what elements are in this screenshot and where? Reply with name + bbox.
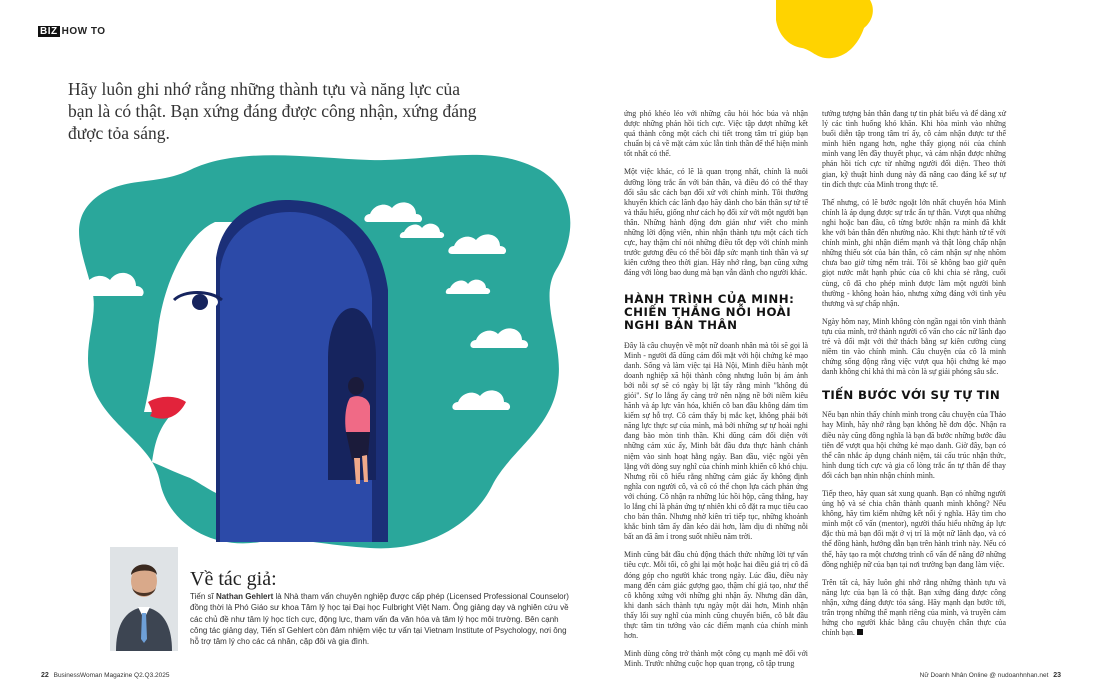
section-tag <box>38 26 106 37</box>
author-name: Nathan Gehlert <box>215 592 274 601</box>
article-column-2 <box>822 109 1006 646</box>
author-heading: Về tác giả: <box>190 568 277 590</box>
footer-magazine: BusinessWoman Magazine Q2.Q3.2025 <box>53 672 170 679</box>
paragraph: Thế nhưng, có lẽ bước ngoặt lớn nhất chuyển hóa Minh chính là áp dụng được sự trắc ẩn tự thân. Vượt qua những nghi hoặc ban đầu, cô từng bước nhận ra mình đã khắt khe với bản thân đến nhường nào. Khi thực hành tử tế với chính mình, ghi nhận điểm mạnh và thật lòng chấp nhận những thiếu sót của bản thân, cô cảm nhận sự nhẹ nhõm chưa bao giờ từng nếm trải. Tôi sẽ không bao giờ quên giọt nước mắt hạnh phúc của cô khi chia sẻ rằng, cuối cùng, cô đã cho phép mình được làm một người bình thường - không hoàn hảo, nhưng xứng đáng với tình yêu thương và sự chấp nhận. <box>822 197 1006 308</box>
author-photo <box>110 547 178 651</box>
paragraph: Minh dùng công trở thành một công cụ mạnh mẽ đối với Minh. Trước những cuộc họp quan trọng, cô tập trung <box>624 649 808 669</box>
section-heading-confidence: TIẾN BƯỚC VỚI SỰ TỰ TIN <box>822 388 1001 403</box>
author-bio: Tiến sĩ Nathan Gehlert là Nhà tham vấn chuyên nghiệp được cấp phép (Licensed Professional Counselor) đồng thời là Phó Giáo sư khoa Tâm lý học tại Đại học Fulbright Việt Nam. Ông giảng dạy và nghiên cứu về các chủ đề như tâm lý học tích cực, động lực, tham vấn đa văn hóa và tâm lý học môi trường. Bên cạnh công tác giảng dạy, Tiến sĩ Gehlert còn đảm nhiệm việc tư vấn tại Vietnam Institute of Psychology, nơi ông hỗ trợ tâm lý cho các cá nhân, cặp đôi và gia đình. <box>190 592 569 647</box>
eye-pupil <box>192 294 208 310</box>
footer-right <box>920 672 1064 679</box>
footer-website: Nữ Doanh Nhân Online @ nudoanhnhan.net <box>919 672 1049 679</box>
article-column-1 <box>624 109 808 677</box>
page-number-right: 23 <box>1053 672 1061 679</box>
paragraph: ứng phó khéo léo với những câu hỏi hóc búa và nhận được những phản hồi tích cực. Việc tập dượt những kết quả thành công một cách chi tiết trong tâm trí giúp bạn chuẩn bị cả về mặt cảm xúc lẫn tinh thần để thể hiện mình tốt nhất có thể. <box>624 109 808 159</box>
page-number-left: 22 <box>41 672 49 679</box>
paragraph: Trên tất cả, hãy luôn ghi nhớ rằng những thành tựu và năng lực của bạn là có thật. Bạn xứng đáng được công nhận, xứng đáng được tỏa sáng. Hãy mạnh dạn bước tới, trân trọng những thế mạnh riêng của mình, và truyền cảm hứng cho người khác bằng câu chuyện chân thực của chính bạn. <box>822 577 1006 638</box>
footer-left <box>38 672 169 679</box>
yellow-blob-decoration <box>772 0 882 65</box>
paragraph: Nếu bạn nhìn thấy chính mình trong câu chuyện của Thảo hay Minh, hãy nhớ rằng bạn không hề đơn độc. Nhận ra điều này cũng đồng nghĩa là bạn đã bước những bước đầu tiên để vượt qua hội chứng kẻ mạo danh. Giờ đây, bạn có thể cân nhắc áp dụng chánh niệm, tái cấu trúc nhận thức, hình dung tích cực và gia cố lòng trắc ẩn tự thân để thay đổi cách bạn nhìn nhận chính mình. <box>822 410 1006 480</box>
paragraph: Đây là câu chuyện về một nữ doanh nhân mà tôi sẽ gọi là Minh - người đã dũng cảm đối mặt với hội chứng kẻ mạo danh. Sống và làm việc tại Hà Nội, Minh điều hành một doanh nghiệp xã hội thành công nhưng luôn bị ám ảnh bởi nỗi sợ sẽ có ngày bị lật tẩy rằng mình "không đủ giỏi". Sự lo lắng ấy càng trở nên nặng nề bởi niềm kiêu hãnh và áp lực văn hóa, khiến cô ban đầu không dám tìm kiếm sự hỗ trợ. Cô cảm thấy bị mắc kẹt, không phải bởi năng lực thực sự của mình, mà bởi những sự tự hoài nghi đang bào mòn tinh thần. Khi dũng cảm đối diện với những cảm xúc ấy, Minh bắt đầu đưa thực hành chánh niệm vào sinh hoạt hằng ngày. Ban đầu, việc ngồi yên lặng với dòng suy nghĩ của chính mình khiến cô khó chịu. Nhưng rồi cô hiểu rằng những cảm giác ấy không định nghĩa con người cô, và cô có thể chọn lựa cách phản ứng với chúng. Cô nhận ra những lúc hồi hộp, căng thẳng, hay lo lắng chỉ là phản ứng tự nhiên khi cô đặt ra mục tiêu cao cho bản thân. Nhưng nhờ kiên trì tiếp tục, những khoảnh khắc bình tâm ấy dần kéo dài hơn, làm dịu đi những nỗi bất an đã âm ỉ trong suốt nhiều năm trời. <box>624 340 808 542</box>
paragraph: Minh cũng bắt đầu chủ động thách thức những lời tự vấn tiêu cực. Mỗi tối, cô ghi lại một hoặc hai điều giá trị cô đã đóng góp cho người khác trong ngày. Lúc đầu, điều này mang đến cảm giác gượng gạo, thậm chí giả tạo, như thể cô không xứng với những ghi nhận ấy. Nhưng dần dần, khi danh sách thành tựu ngày một dài hơn, Minh nhận thấy lối suy nghĩ của mình cũng chuyển biến, cô bắt đầu thực tâm tin tưởng vào các điểm mạnh của chính mình hơn. <box>624 550 808 641</box>
paragraph: Một việc khác, có lẽ là quan trọng nhất, chính là nuôi dưỡng lòng trắc ẩn với bản thân, và điều đó có thể thay đổi sâu sắc cách bạn đối xử với chính mình. Tôi thường khuyến khích các lãnh đạo hãy dành cho bản thân sự tử tế và thấu hiểu, giống như cách họ đối xử với một người bạn thân. Những hành động đơn giản như viết cho mình những lời động viên, nhìn nhận thành tựu một cách tích cực, hay thậm chí nói những điều tốt đẹp với chính mình trước gương đều có thể bồi đắp sức mạnh tinh thần và sự kiên cường theo thời gian. Hãy nhớ rằng, bạn cũng xứng đáng với lòng bao dung mà bạn vẫn dành cho người khác. <box>624 167 808 278</box>
paragraph: tưởng tượng bản thân đang tự tin phát biểu và để dàng xử lý các tình huống khó khăn. Khi hòa mình vào những buổi diễn tập trong tâm trí ấy, cô cảm nhận được tư thế mình hiên ngang hơn, nghe thấy giọng nói của chính mình vang lên đầy thuyết phục, và cảm nhận được những phản hồi tích cực từ những người đối diện. Theo thời gian, kỹ thuật hình dung này đã nâng cao đáng kể sự tự tin đích thực của Minh trong thực tế. <box>822 109 1006 189</box>
paragraph: Ngày hôm nay, Minh không còn ngần ngại tôn vinh thành tựu của mình, trở thành người cố vấn cho các nữ lãnh đạo trẻ và đối mặt với thử thách bằng sự kiên cường cùng niềm tin vào chính mình. Câu chuyện của cô là minh chứng sống động rằng việc vượt qua hội chứng kẻ mạo danh không chỉ khả thi mà còn là sự giải phóng sâu sắc. <box>822 316 1006 377</box>
end-mark-icon <box>857 629 863 635</box>
pull-quote: Hãy luôn ghi nhớ rằng những thành tựu và năng lực của bạn là có thật. Bạn xứng đáng được công nhận, xứng đáng được tỏa sáng. <box>68 79 477 143</box>
section-heading-journey: HÀNH TRÌNH CỦA MINH: CHIẾN THẮNG NỖI HOÀI NGHI BẢN THÂN <box>624 291 795 332</box>
section-tag-suffix: HOW TO <box>61 26 106 37</box>
face-illustration <box>70 150 580 555</box>
section-tag-prefix: BIZ <box>40 26 58 37</box>
paragraph: Tiếp theo, hãy quan sát xung quanh. Bạn có những người ủng hộ và sẻ chia chân thành quanh mình không? Nếu không, hãy tìm kiếm những kết nối ý nghĩa. Hãy tìm cho mình một cố vấn (mentor), người thấu hiểu những áp lực đặc thù mà bạn đối mặt ở vị trí là một nữ lãnh đạo, và có thể đồng hành, hướng dẫn bạn trên hành trình này. Nếu có thể, hãy tạo ra một chương trình cố vấn để nâng đỡ những đồng nghiệp nữ của bạn tại nơi trường bạn đang làm việc. <box>822 489 1006 569</box>
